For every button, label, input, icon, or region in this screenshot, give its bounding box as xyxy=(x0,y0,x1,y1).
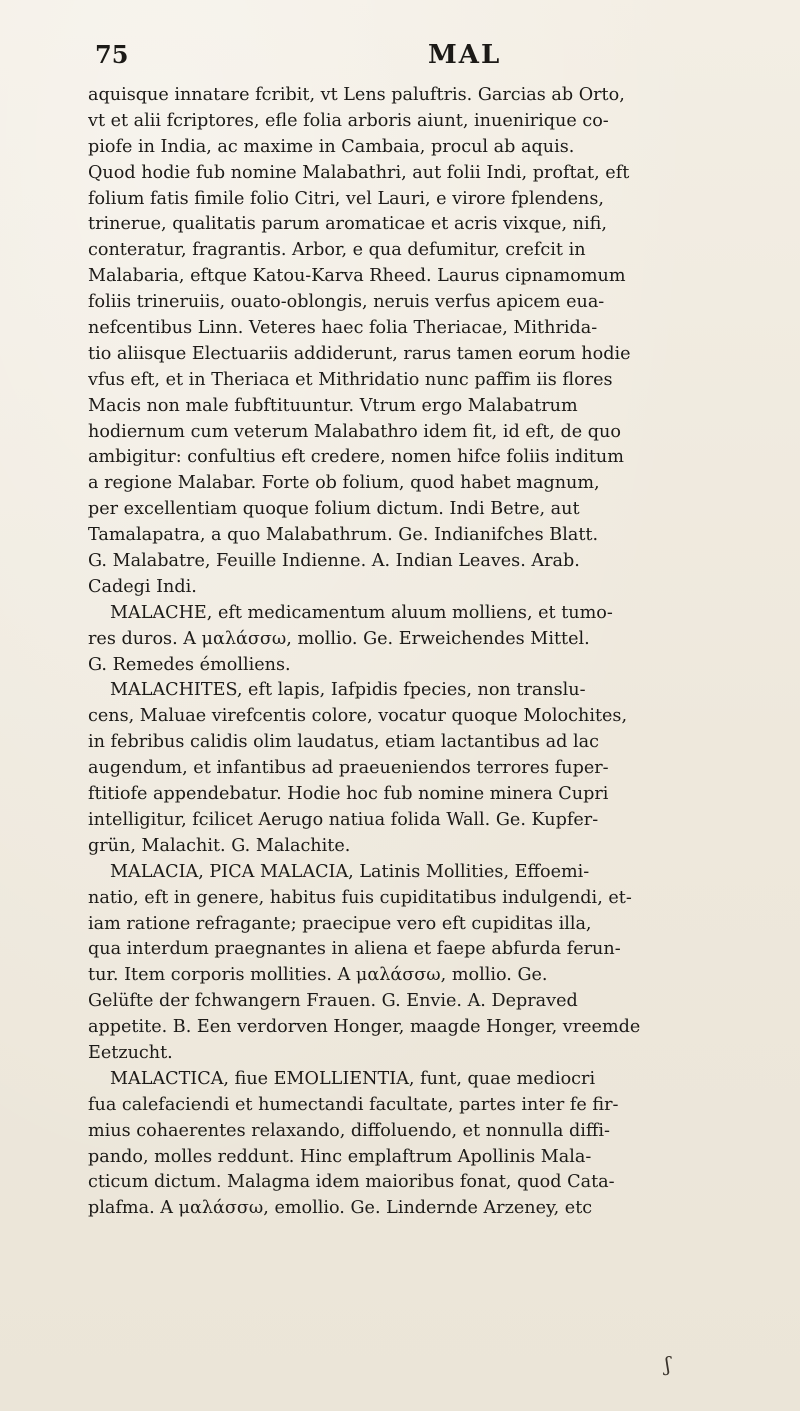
text-line: ftitiofe appendebatur. Hodie hoc fub nomine minera Cupri xyxy=(88,784,609,805)
text-line: Quod hodie fub nomine Malabathri, aut folii Indi, proftat, eft xyxy=(88,162,630,183)
text-line: intelligitur, fcilicet Aerugo natiua folida Wall. Ge. Kupfer- xyxy=(88,809,599,830)
text-line: in febribus calidis olim laudatus, etiam lactantibus ad lac xyxy=(88,732,599,753)
text-line: conteratur, fragrantis. Arbor, e qua defumitur, crefcit in xyxy=(88,240,586,261)
text-line: MALACTICA, fiue EMOLLIENTIA, funt, quae mediocri xyxy=(110,1068,596,1089)
text-line: mius cohaerentes relaxando, diffoluendo, et nonnulla diffi- xyxy=(88,1120,610,1141)
text-line: Gelüfte der fchwangern Frauen. G. Envie. A. Depraved xyxy=(88,991,578,1012)
text-line: vt et alii fcriptores, efle folia arboris aiunt, inuenirique co- xyxy=(88,110,609,131)
text-line: appetite. B. Een verdorven Honger, maagde Honger, vreemde xyxy=(88,1017,641,1038)
text-line: grün, Malachit. G. Malachite. xyxy=(88,835,351,856)
text-line: Cadegi Indi. xyxy=(88,576,197,597)
text-line: G. Remedes émolliens. xyxy=(88,654,291,675)
text-line: Eetzucht. xyxy=(88,1042,173,1063)
text-line: folium fatis fimile folio Citri, vel Lauri, e virore fplendens, xyxy=(88,188,604,209)
text-line: vfus eft, et in Theriaca et Mithridatio nunc paffim iis flores xyxy=(88,369,613,390)
running-head: MAL xyxy=(428,40,502,70)
text-line: MALACHE, eft medicamentum aluum molliens, et tumo- xyxy=(110,602,613,623)
text-line: a regione Malabar. Forte ob folium, quod habet magnum, xyxy=(88,473,600,494)
text-line: res duros. A μαλάσσω, mollio. Ge. Erweichendes Mittel. xyxy=(88,628,590,649)
text-line: Tamalapatra, a quo Malabathrum. Ge. Indianifches Blatt. xyxy=(88,525,599,546)
text-line: ambigitur: confultius eft credere, nomen hifce foliis inditum xyxy=(88,447,624,468)
page-header xyxy=(95,38,705,78)
page-end-mark: ʃ xyxy=(665,1352,671,1376)
text-line: pando, molles reddunt. Hinc emplaftrum Apollinis Mala- xyxy=(88,1146,592,1167)
text-line: MALACIA, PICA MALACIA, Latinis Mollities, Effoemi- xyxy=(110,861,590,882)
text-line: piofe in India, ac maxime in Cambaia, procul ab aquis. xyxy=(88,136,575,157)
text-line: per excellentiam quoque folium dictum. Indi Betre, aut xyxy=(88,499,580,520)
text-line: cens, Maluae virefcentis colore, vocatur quoque Molochites, xyxy=(88,706,628,727)
text-line: hodiernum cum veterum Malabathro idem fit, id eft, de quo xyxy=(88,421,621,442)
text-line: nefcentibus Linn. Veteres haec folia Theriacae, Mithrida- xyxy=(88,318,598,339)
text-line: augendum, et infantibus ad praeueniendos terrores fuper- xyxy=(88,758,609,779)
text-line: MALACHITES, eft lapis, Iafpidis fpecies, non translu- xyxy=(110,680,586,701)
text-line: Malabaria, eftque Katou-Karva Rheed. Laurus cipnamomum xyxy=(88,266,626,287)
dictionary-text xyxy=(88,83,720,1222)
text-line: tio aliisque Electuariis addiderunt, rarus tamen eorum hodie xyxy=(88,343,631,364)
text-line: Macis non male fubftituuntur. Vtrum ergo Malabatrum xyxy=(88,395,578,416)
text-line: qua interdum praegnantes in aliena et faepe abfurda ferun- xyxy=(88,939,621,960)
text-line: tur. Item corporis mollities. A μαλάσσω, mollio. Ge. xyxy=(88,965,548,986)
text-line: G. Malabatre, Feuille Indienne. A. Indian Leaves. Arab. xyxy=(88,551,580,572)
text-line: iam ratione refragante; praecipue vero eft cupiditas illa, xyxy=(88,913,592,934)
page-number: 75 xyxy=(95,40,129,69)
text-line: cticum dictum. Malagma idem maioribus fonat, quod Cata- xyxy=(88,1172,615,1193)
text-line: fua calefaciendi et humectandi facultate, partes inter fe fir- xyxy=(88,1094,619,1115)
text-line: trinerue, qualitatis parum aromaticae et acris vixque, nifi, xyxy=(88,214,607,235)
text-line: natio, eft in genere, habitus fuis cupiditatibus indulgendi, et- xyxy=(88,887,632,908)
text-line: foliis trineruiis, ouato-oblongis, neruis verfus apicem eua- xyxy=(88,292,605,313)
text-line: plafma. A μαλάσσω, emollio. Ge. Lindernde Arzeney, etc xyxy=(88,1198,593,1219)
text-line: aquisque innatare fcribit, vt Lens paluftris. Garcias ab Orto, xyxy=(88,85,625,105)
